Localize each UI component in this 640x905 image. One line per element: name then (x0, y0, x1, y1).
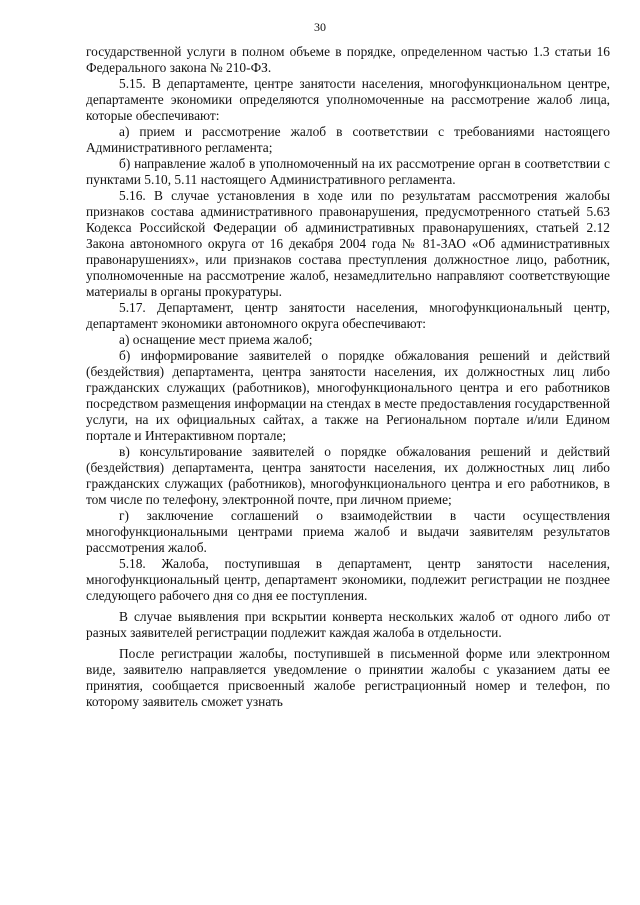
paragraph-5-18-registration: После регистрации жалобы, поступившей в письменной форме или электронном виде, заявителю направляется уведомление о принятии жалобы с указанием даты ее принятия, сообщается присвоенный жалобе регистрационный номер и телефон, по которому заявитель сможет узнать (86, 646, 610, 709)
paragraph-5-17-b: б) информирование заявителей о порядке обжалования решений и действий (бездействия) департамента, центра занятости населения, их должностных лиц либо гражданских служащих (работников), многофункционального центра и его работников посредством размещения информации на стендах в месте предоставления государственной услуги, на их официальных сайтах, а также на Региональном портале и/или Едином портале и Интерактивном портале; (86, 348, 610, 443)
paragraph-continuation: государственной услуги в полном объеме в порядке, определенном частью 1.3 статьи 16 Федерального закона № 210-ФЗ. (86, 44, 610, 75)
page-number: 30 (314, 20, 326, 34)
paragraph-5-17-g: г) заключение соглашений о взаимодействии в части осуществления многофункциональными центрами приема жалоб и выдачи заявителям результатов рассмотрения жалоб. (86, 508, 610, 555)
paragraph-5-17-v: в) консультирование заявителей о порядке обжалования решений и действий (бездействия) департамента, центра занятости населения, их должностных лиц либо гражданских служащих (работников), многофункционального центра и его работников, в том числе по телефону, электронной почте, при личном приеме; (86, 444, 610, 507)
paragraph-5-17: 5.17. Департамент, центр занятости населения, многофункциональный центр, департамент экономики автономного округа обеспечивают: (86, 300, 610, 331)
paragraph-5-17-a: а) оснащение мест приема жалоб; (119, 332, 313, 347)
paragraph-5-15: 5.15. В департаменте, центре занятости населения, многофункциональном центре, департаменте экономики определяются уполномоченные на рассмотрение жалоб лица, которые обеспечивают: (86, 76, 610, 123)
paragraph-5-18-envelope: В случае выявления при вскрытии конверта нескольких жалоб от одного либо от разных заявителей регистрации подлежит каждая жалоба в отдельности. (86, 609, 610, 640)
paragraph-5-16: 5.16. В случае установления в ходе или по результатам рассмотрения жалобы признаков состава административного правонарушения, предусмотренного статьей 5.63 Кодекса Российской Федерации об административных правонарушениях, статьей 2.12 Закона автономного округа от 16 декабря 2004 года № 81-ЗАО «Об административных правонарушениях», или признаков состава преступления должностное лицо, работник, уполномоченные на рассмотрение жалоб, незамедлительно направляют соответствующие материалы в органы прокуратуры. (86, 188, 610, 299)
document-body (86, 44, 610, 710)
paragraph-5-18: 5.18. Жалоба, поступившая в департамент, центр занятости населения, многофункциональный центр, департамент экономики, подлежит регистрации не позднее следующего рабочего дня со дня ее поступления. (86, 556, 610, 603)
paragraph-5-15-b: б) направление жалоб в уполномоченный на их рассмотрение орган в соответствии с пунктами 5.10, 5.11 настоящего Административного регламента. (86, 156, 610, 187)
paragraph-5-15-a: а) прием и рассмотрение жалоб в соответствии с требованиями настоящего Административного регламента; (86, 124, 610, 155)
